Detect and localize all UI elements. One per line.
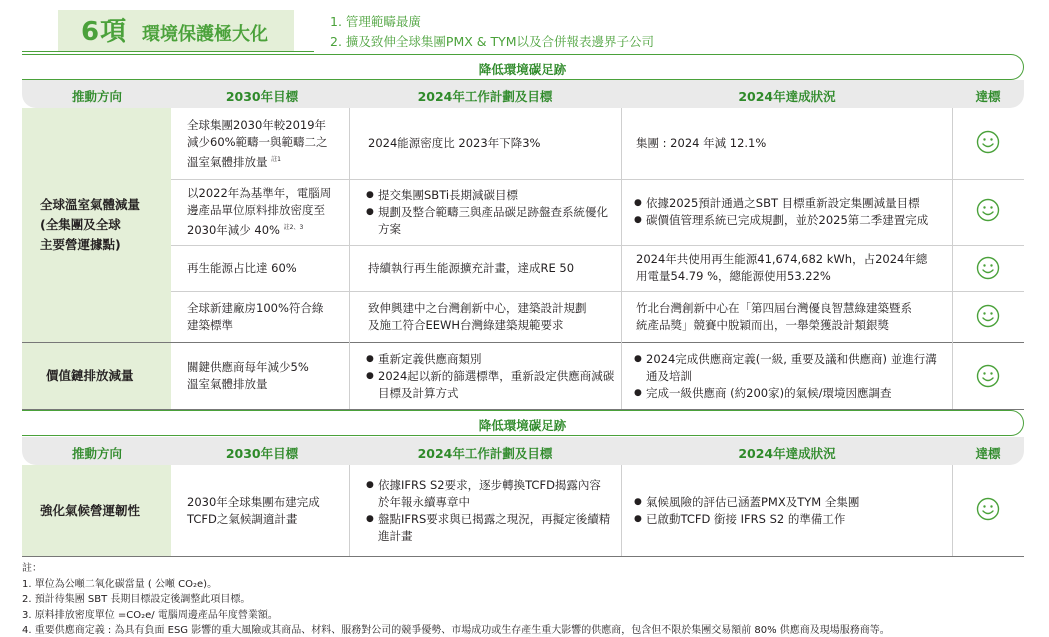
- list-item: ● 依據IFRS S2要求，逐步轉換TCFD揭露內容於年報永續專章中: [366, 477, 612, 511]
- col-achieved: 達標: [975, 89, 1001, 104]
- col-achieved: 達標: [975, 446, 1001, 461]
- row5-plan: [366, 343, 616, 409]
- col-divider: [349, 465, 350, 556]
- section-title-underline: [22, 51, 314, 52]
- direction-ghg-reduction: 全球溫室氣體減量 (全集團及全球 主要營運據點): [22, 108, 171, 342]
- section-title: 環境保護極大化: [142, 24, 268, 45]
- smile-icon: [976, 130, 1000, 154]
- list-item: ● 氣候風險的評估已涵蓋PMX及TYM 全集團: [634, 494, 859, 511]
- row1-plan: 2024能源密度比 2023年下降3%: [368, 136, 541, 150]
- col-divider: [349, 108, 350, 409]
- table2-column-header: [22, 437, 1024, 465]
- row4-plan: 致伸興建中之台灣創新中心，建築設計規劃 及施工符合EEWH台灣綠建築規範要求: [368, 300, 587, 332]
- col-direction: 推動方向: [71, 89, 122, 104]
- row2-status: [634, 179, 944, 245]
- list-item: ● 已啟動TCFD 銜接 IFRS S2 的準備工作: [634, 511, 859, 528]
- col-divider: [952, 108, 953, 409]
- col-2024-status: 2024年達成狀況: [738, 446, 836, 461]
- list-item: ● 規劃及整合範疇三與產品碳足跡盤查系統優化方案: [366, 204, 616, 238]
- footnotes-title: 註：: [22, 563, 42, 574]
- smile-icon: [976, 304, 1000, 328]
- list-item: ● 重新定義供應商類別: [366, 351, 616, 368]
- row4-status: 竹北台灣創新中心在「第四屆台灣優良智慧綠建築暨系 統產品獎」競賽中脫穎而出，一舉榮獲設計類銀獎: [636, 300, 912, 332]
- row5-status: [634, 343, 946, 409]
- row1-goal: 全球集團2030年較2019年 減少60%範疇一與範疇二之 溫室氣體排放量 $^{註1}$: [187, 117, 328, 169]
- list-item: ● 盤點IFRS要求與已揭露之現況，再擬定後續精進計畫: [366, 511, 612, 545]
- row5-goal: 關鍵供應商每年減少5% 溫室氣體排放量: [187, 360, 309, 391]
- list-item: ● 碳價值管理系統已完成規劃，並於2025第二季建置完成: [634, 212, 928, 229]
- section-notes: [330, 12, 654, 52]
- col-divider: [621, 108, 622, 409]
- list-item: ● 完成一級供應商 (約200家)的氣候/環境因應調查: [634, 385, 946, 402]
- col-divider: [621, 465, 622, 556]
- footnote-4: 4. 重要供應商定義 : 為具有負面 ESG 影響的重大風險或其商品、材料、服務對公司的競爭優勢、市場成功或生存產生重大影響的供應商，包含但不限於集團交易額前 80% 供應商及現場服務商等。: [22, 625, 890, 636]
- row4-goal: 全球新建廠房100%符合綠 建築標準: [187, 300, 324, 332]
- footnote-3: 3. 原料排放密度單位 =CO₂e/ 電腦周邊產品年度營業額。: [22, 609, 278, 621]
- col-2024-plan: 2024年工作計劃及目標: [417, 89, 553, 104]
- direction-value-chain: 價值鏈排放減量: [22, 343, 171, 409]
- section-number: 6項: [81, 17, 128, 47]
- table1-banner: 降低環境碳足跡: [22, 54, 1024, 80]
- col-divider: [952, 465, 953, 556]
- t2-status: [634, 465, 946, 556]
- table1-column-header: [22, 80, 1024, 108]
- list-item: ● 2024起以新的篩選標準，重新設定供應商減碳目標及計算方式: [366, 368, 616, 402]
- table2-bottom-border: [22, 556, 1024, 557]
- row3-goal: 再生能源占比達 60%: [187, 260, 297, 275]
- smile-icon: [976, 364, 1000, 388]
- row2-plan: [366, 179, 616, 245]
- row3-plan: 持續執行再生能源擴充計畫，達成RE 50: [368, 260, 575, 275]
- smile-icon: [976, 198, 1000, 222]
- col-2030-goal: 2030年目標: [225, 89, 299, 104]
- section-note-1: 1. 管理範疇最廣: [330, 14, 421, 29]
- col-2024-status: 2024年達成狀況: [738, 89, 836, 104]
- smile-icon: [976, 497, 1000, 521]
- list-item: ● 提交集團SBTi長期減碳目標: [366, 187, 616, 204]
- t2-goal: 2030年全球集團布建完成 TCFD之氣候調適計畫: [187, 494, 320, 526]
- footnote-2: 2. 預計待集團 SBT 長期目標設定後調整此項目標。: [22, 594, 251, 605]
- direction-climate-resilience: 強化氣候營運韌性: [22, 465, 171, 556]
- col-2024-plan: 2024年工作計劃及目標: [417, 446, 553, 461]
- list-item: ● 2024完成供應商定義(一級, 重要及議和供應商) 並進行溝通及培訓: [634, 351, 946, 385]
- row2-goal: 以2022年為基準年，電腦周 邊產品單位原料排放密度至 2030年減少 40% $^{註2、3}$: [187, 186, 332, 237]
- col-2030-goal: 2030年目標: [225, 446, 299, 461]
- section-note-2: 2. 擴及致伸全球集團PMX & TYM以及合併報表邊界子公司: [330, 34, 655, 49]
- row1-status: 集團 : 2024 年減 12.1%: [636, 136, 767, 150]
- smile-icon: [976, 256, 1000, 280]
- col-direction: 推動方向: [71, 446, 122, 461]
- table2-banner: 降低環境碳足跡: [22, 410, 1024, 436]
- footnote-1: 1. 單位為公噸二氧化碳當量 ( 公噸 CO₂e)。: [22, 578, 218, 590]
- footnotes: [22, 561, 890, 637]
- list-item: ● 依據2025預計通過之SBT 目標重新設定集團減量目標: [634, 195, 928, 212]
- row3-status: 2024年共使用再生能源41,674,682 kWh，占2024年總 用電量54.79 %，總能源使用53.22%: [636, 252, 928, 283]
- t2-plan: [366, 465, 612, 556]
